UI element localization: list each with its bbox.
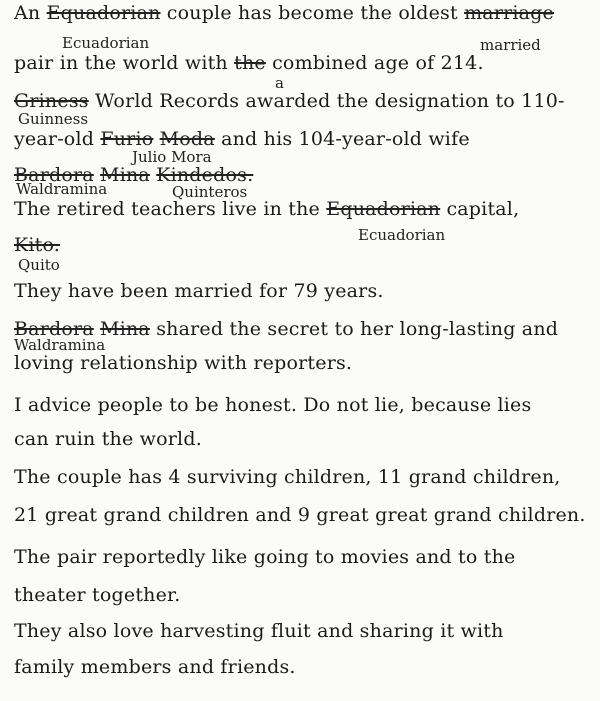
struck-word: Griness	[14, 90, 89, 112]
correction-married: married	[480, 36, 541, 54]
text-line-4	[14, 128, 470, 150]
correction-quito: Quito	[18, 256, 60, 274]
struck-word: Equadorian	[46, 2, 161, 24]
text-segment: capital,	[446, 198, 520, 220]
text-line-10: loving relationship with reporters.	[14, 352, 353, 374]
correction-quinteros: Quinteros	[172, 183, 248, 201]
correction-guinness: Guinness	[18, 110, 89, 128]
text-line-2	[14, 52, 484, 74]
text-line-13: The couple has 4 surviving children, 11 grand children,	[14, 466, 561, 488]
text-segment: couple has become the oldest	[166, 2, 458, 24]
text-line-16: theater together.	[14, 584, 181, 606]
text-segment: year-old	[14, 128, 95, 150]
text-line-7	[14, 234, 60, 256]
text-segment: pair in the world with	[14, 52, 228, 74]
struck-word: Bardora	[14, 164, 94, 186]
text-line-1	[14, 2, 554, 24]
text-segment: and his 104-year-old wife	[221, 128, 470, 150]
text-line-3	[14, 90, 565, 112]
correction-ecuadorian: Ecuadorian	[358, 226, 446, 244]
struck-word: Bardora	[14, 318, 94, 340]
correction-ecuadorian: Ecuadorian	[62, 34, 150, 52]
text-line-8: They have been married for 79 years.	[14, 280, 384, 302]
text-segment: The retired teachers live in the	[14, 198, 321, 220]
text-line-14: 21 great grand children and 9 great great grand children.	[14, 504, 586, 526]
text-line-11: I advice people to be honest. Do not lie, because lies	[14, 394, 532, 416]
struck-word: Mina	[100, 164, 150, 186]
struck-word: Moda	[159, 128, 215, 150]
text-segment: shared the secret to her long-lasting and	[156, 318, 559, 340]
text-line-15: The pair reportedly like going to movies and to the	[14, 546, 516, 568]
correction-waldramina: Waldramina	[14, 336, 106, 354]
correction-waldramina: Waldramina	[16, 180, 108, 198]
correction-a: a	[275, 74, 284, 92]
struck-word: Kito.	[14, 234, 61, 256]
text-line-12: can ruin the world.	[14, 428, 202, 450]
struck-word: marriage	[464, 2, 554, 24]
text-segment: combined age of 214.	[272, 52, 484, 74]
struck-word: the	[234, 52, 266, 74]
text-line-6	[14, 198, 519, 220]
struck-word: Kindedos.	[156, 164, 254, 186]
text-segment: World Records awarded the designation to 110-	[94, 90, 565, 112]
struck-word: Mina	[100, 318, 150, 340]
text-line-18: family members and friends.	[14, 656, 296, 678]
word: An	[14, 2, 41, 24]
struck-word: Equadorian	[326, 198, 441, 220]
text-line-17: They also love harvesting fluit and sharing it with	[14, 620, 504, 642]
struck-word: Furio	[100, 128, 154, 150]
correction-julio-mora: Julio Mora	[132, 148, 212, 166]
